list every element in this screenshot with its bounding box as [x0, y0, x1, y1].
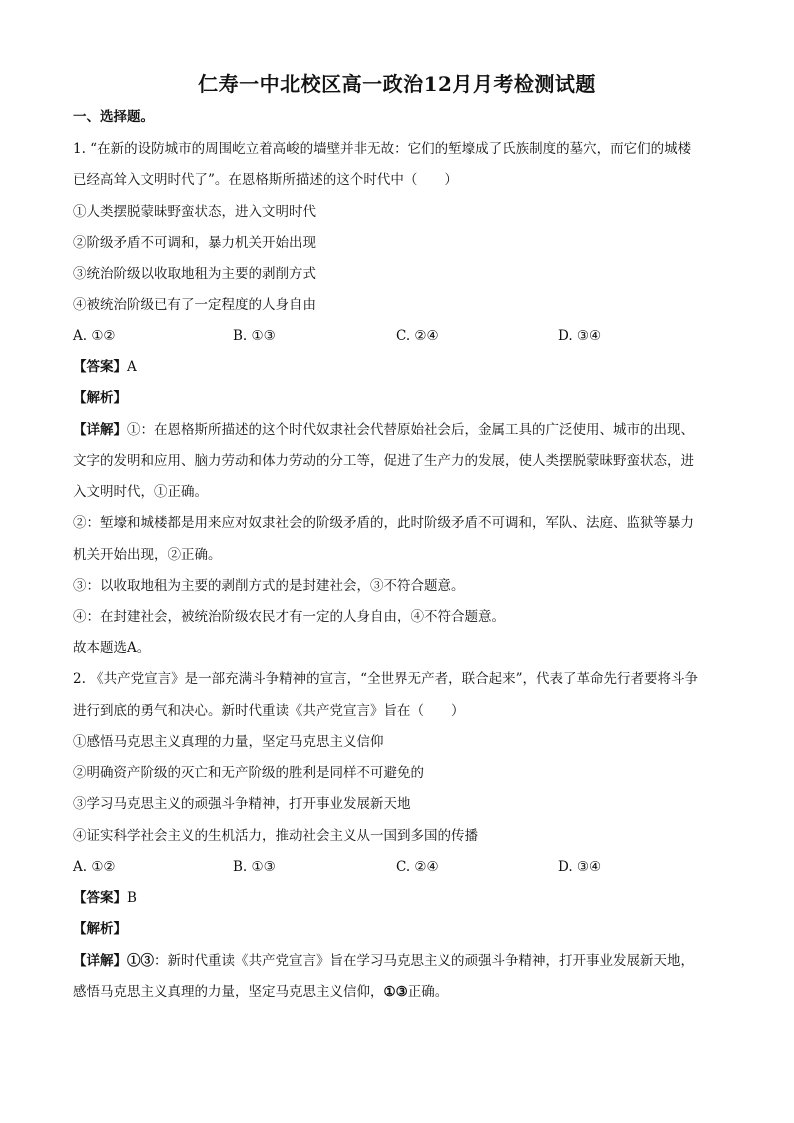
q1-answer — [73, 357, 733, 377]
answer-tag: 【答案】 — [73, 359, 127, 375]
q1-item-3: ③统治阶级以收取地租为主要的剥削方式 — [73, 266, 316, 282]
q2-option-a: A. ①② — [73, 859, 116, 875]
q1-option-a: A. ①② — [73, 328, 116, 344]
q2-item-3: ③学习马克思主义的顽强斗争精神，打开事业发展新天地 — [73, 796, 411, 812]
detail-text: ：新时代重读《共产党宣言》旨在学习马克思主义的顽强斗争精神，打开事业发展新天地， — [154, 953, 694, 969]
page-title: 仁寿一中北校区高一政治12月月考检测试题 — [198, 72, 596, 96]
q2-answer — [73, 888, 733, 908]
q1-detail-line7: ④：在封建社会，被统治阶级农民才有一定的人身自由，④不符合题意。 — [73, 609, 505, 625]
section-heading: 一、选择题。 — [73, 109, 154, 125]
q2-option-c: C. ②④ — [396, 859, 439, 875]
q2-item-2: ②明确资产阶级的灭亡和无产阶级的胜利是同样不可避免的 — [73, 765, 424, 781]
q1-detail-line1 — [73, 420, 733, 440]
q1-detail-line5: 机关开始出现，②正确。 — [73, 547, 222, 563]
q1-item-4: ④被统治阶级已有了一定程度的人身自由 — [73, 297, 316, 313]
q2-analysis-tag: 【解析】 — [73, 921, 127, 937]
q2-item-4: ④证实科学社会主义的生机活力，推动社会主义从一国到多国的传播 — [73, 828, 478, 844]
q1-item-1: ①人类摆脱蒙昧野蛮状态，进入文明时代 — [73, 204, 316, 220]
q1-option-d: D. ③④ — [558, 328, 602, 344]
detail-tag: 【详解】 — [73, 953, 127, 969]
detail-text: 正确。 — [407, 984, 449, 1000]
q2-detail-line1 — [73, 951, 733, 971]
q2-stem-line1: 2. 《共产党宣言》是一部充满斗争精神的宣言，“全世界无产者，联合起来”，代表了革命先行者要将斗争 — [73, 671, 698, 687]
q2-stem-line2: 进行到底的勇气和决心。新时代重读《共产党宣言》旨在（ ） — [73, 703, 465, 719]
q1-detail-line4: ②：堑壕和城楼都是用来应对奴隶社会的阶级矛盾的，此时阶级矛盾不可调和，军队、法庭、监狱等暴力 — [73, 515, 694, 531]
q1-detail-line3: 入文明时代，①正确。 — [73, 484, 208, 500]
q1-item-2: ②阶级矛盾不可调和，暴力机关开始出现 — [73, 235, 316, 251]
q1-conclusion: 故本题选A。 — [73, 640, 151, 656]
q1-analysis-tag: 【解析】 — [73, 390, 127, 406]
detail-text: ①：在恩格斯所描述的这个时代奴隶社会代替原始社会后，金属工具的广泛使用、城市的出现、 — [127, 422, 694, 438]
answer-value: B — [127, 890, 137, 906]
q1-stem-line2: 已经高耸入文明时代了”。在恩格斯所描述的这个时代中（ ） — [73, 172, 458, 188]
q1-detail-line2: 文字的发明和应用、脑力劳动和体力劳动的分工等，促进了生产力的发展，使人类摆脱蒙昧野蛮状态，进 — [73, 453, 694, 469]
q2-option-d: D. ③④ — [558, 859, 602, 875]
detail-tag: 【详解】 — [73, 422, 127, 438]
detail-prefix: ①③ — [127, 953, 154, 969]
q1-option-c: C. ②④ — [396, 328, 439, 344]
answer-value: A — [127, 359, 137, 375]
q2-detail-line2 — [73, 982, 733, 1002]
q2-item-1: ①感悟马克思主义真理的力量，坚定马克思主义信仰 — [73, 734, 384, 750]
q1-detail-line6: ③：以收取地租为主要的剥削方式的是封建社会，③不符合题意。 — [73, 578, 465, 594]
q1-option-b: B. ①③ — [233, 328, 276, 344]
detail-marker: ①③ — [383, 984, 408, 1000]
q1-stem-line1: 1. “在新的设防城市的周围屹立着高峻的墙壁并非无故：它们的堑壕成了氏族制度的墓穴，而它们的城楼 — [73, 141, 692, 157]
answer-tag: 【答案】 — [73, 890, 127, 906]
q2-option-b: B. ①③ — [233, 859, 276, 875]
detail-text: 感悟马克思主义真理的力量，坚定马克思主义信仰， — [73, 984, 384, 1000]
